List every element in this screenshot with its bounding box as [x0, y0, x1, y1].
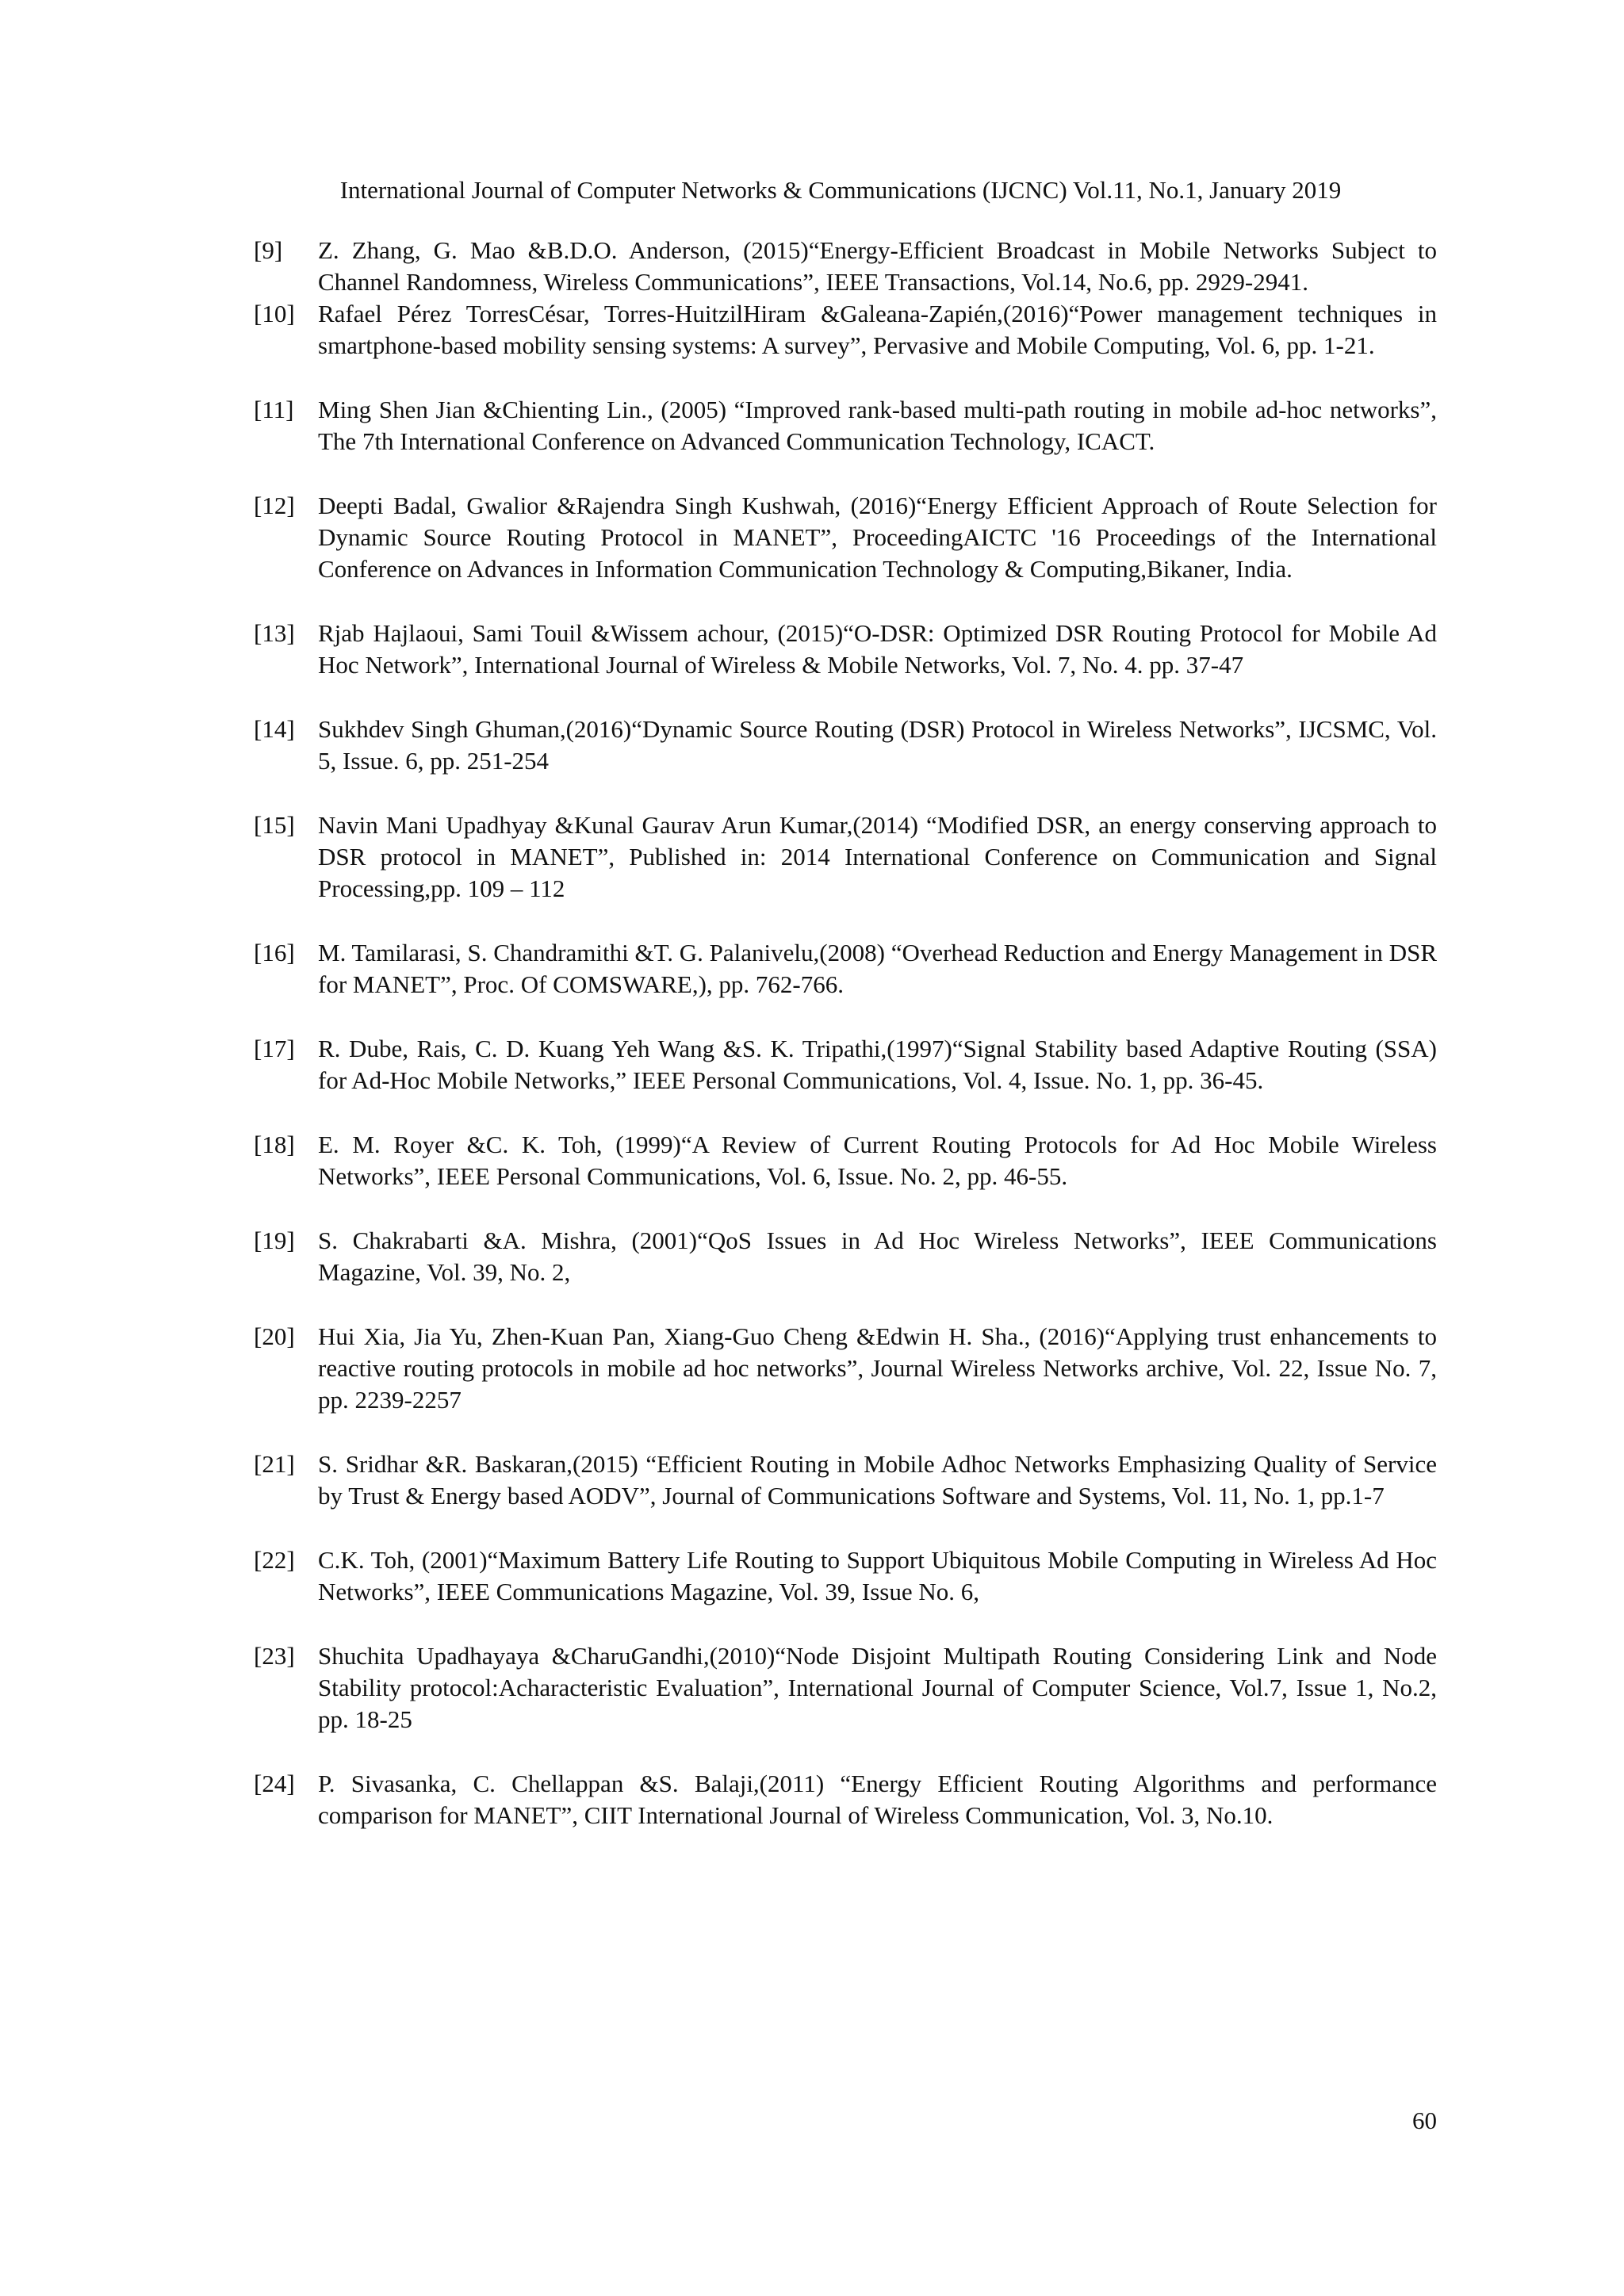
- reference-number: [18]: [254, 1131, 295, 1158]
- reference-number: [16]: [254, 939, 295, 966]
- reference-number: [15]: [254, 811, 295, 839]
- reference-text: C.K. Toh, (2001)“Maximum Battery Life Routing to Support Ubiquitous Mobile Computing in Wireless Ad Hoc Networks”, IEEE Communications Magazine, Vol. 39, Issue No. 6,: [318, 1546, 1437, 1605]
- reference-item-18: [254, 1129, 1437, 1192]
- reference-number: [9]: [254, 236, 283, 264]
- reference-text: S. Chakrabarti &A. Mishra, (2001)“QoS Issues in Ad Hoc Wireless Networks”, IEEE Communications Magazine, Vol. 39, No. 2,: [318, 1226, 1437, 1286]
- reference-item-21: [254, 1448, 1437, 1512]
- reference-number: [14]: [254, 715, 295, 743]
- reference-text: Navin Mani Upadhyay &Kunal Gaurav Arun Kumar,(2014) “Modified DSR, an energy conserving approach to DSR protocol in MANET”, Published in: 2014 International Conference on Communication and Signal Processing,pp. 109 – 112: [318, 811, 1437, 902]
- reference-text: S. Sridhar &R. Baskaran,(2015) “Efficient Routing in Mobile Adhoc Networks Emphasizing Quality of Service by Trust & Energy based AODV”, Journal of Communications Software and Systems, Vol. 11, No. 1, pp.1-7: [318, 1450, 1437, 1510]
- reference-number: [19]: [254, 1226, 295, 1254]
- running-header: International Journal of Computer Networks & Communications (IJCNC) Vol.11, No.1, January 2019: [339, 176, 1342, 204]
- reference-list: [254, 235, 1437, 1831]
- reference-item-22: [254, 1544, 1437, 1608]
- reference-item-9: [254, 235, 1437, 298]
- reference-number: [21]: [254, 1450, 295, 1478]
- reference-number: [13]: [254, 619, 295, 647]
- reference-text: E. M. Royer &C. K. Toh, (1999)“A Review of Current Routing Protocols for Ad Hoc Mobile Wireless Networks”, IEEE Personal Communications, Vol. 6, Issue. No. 2, pp. 46-55.: [318, 1131, 1437, 1190]
- reference-text: Hui Xia, Jia Yu, Zhen-Kuan Pan, Xiang-Guo Cheng &Edwin H. Sha., (2016)“Applying trust enhancements to reactive routing protocols in mobile ad hoc networks”, Journal Wireless Networks archive, Vol. 22, Issue No. 7, pp. 2239-2257: [318, 1322, 1437, 1414]
- reference-item-10: [254, 298, 1437, 362]
- reference-number: [10]: [254, 300, 295, 327]
- reference-text: Z. Zhang, G. Mao &B.D.O. Anderson, (2015)“Energy-Efficient Broadcast in Mobile Networks Subject to Channel Randomness, Wireless Communications”, IEEE Transactions, Vol.14, No.6, pp. 2929-2941.: [318, 236, 1437, 296]
- reference-item-24: [254, 1768, 1437, 1831]
- reference-text: Ming Shen Jian &Chienting Lin., (2005) “Improved rank-based multi-path routing in mobile ad-hoc networks”, The 7th International Conference on Advanced Communication Technology, ICACT.: [318, 396, 1437, 455]
- reference-number: [24]: [254, 1770, 295, 1797]
- reference-text: Rafael Pérez TorresCésar, Torres-HuitzilHiram &Galeana-Zapién,(2016)“Power management techniques in smartphone-based mobility sensing systems: A survey”, Pervasive and Mobile Computing, Vol. 6, pp. 1-21.: [318, 300, 1437, 359]
- reference-number: [12]: [254, 492, 295, 519]
- reference-item-12: [254, 490, 1437, 585]
- reference-text: Deepti Badal, Gwalior &Rajendra Singh Kushwah, (2016)“Energy Efficient Approach of Route Selection for Dynamic Source Routing Protocol in MANET”, ProceedingAICTC '16 Proceedings of the International Conference on Advances in Information Communication Technology & Computing,Bikaner, India.: [318, 492, 1437, 583]
- reference-number: [22]: [254, 1546, 295, 1574]
- reference-number: [20]: [254, 1322, 295, 1350]
- reference-item-19: [254, 1225, 1437, 1288]
- reference-item-16: [254, 937, 1437, 1001]
- reference-text: P. Sivasanka, C. Chellappan &S. Balaji,(2011) “Energy Efficient Routing Algorithms and performance comparison for MANET”, CIIT International Journal of Wireless Communication, Vol. 3, No.10.: [318, 1770, 1437, 1829]
- reference-item-20: [254, 1321, 1437, 1416]
- reference-text: Rjab Hajlaoui, Sami Touil &Wissem achour, (2015)“O-DSR: Optimized DSR Routing Protocol for Mobile Ad Hoc Network”, International Journal of Wireless & Mobile Networks, Vol. 7, No. 4. pp. 37-47: [318, 619, 1437, 679]
- reference-item-17: [254, 1033, 1437, 1096]
- reference-item-14: [254, 714, 1437, 777]
- reference-number: [11]: [254, 396, 294, 423]
- reference-item-11: [254, 394, 1437, 457]
- reference-text: R. Dube, Rais, C. D. Kuang Yeh Wang &S. K. Tripathi,(1997)“Signal Stability based Adaptive Routing (SSA) for Ad-Hoc Mobile Networks,” IEEE Personal Communications, Vol. 4, Issue. No. 1, pp. 36-45.: [318, 1035, 1437, 1094]
- reference-text: M. Tamilarasi, S. Chandramithi &T. G. Palanivelu,(2008) “Overhead Reduction and Energy Management in DSR for MANET”, Proc. Of COMSWARE,), pp. 762-766.: [318, 939, 1437, 998]
- page-number: 60: [1412, 2107, 1437, 2134]
- reference-item-13: [254, 618, 1437, 681]
- reference-number: [17]: [254, 1035, 295, 1062]
- reference-item-23: [254, 1640, 1437, 1735]
- reference-number: [23]: [254, 1642, 295, 1670]
- reference-text: Sukhdev Singh Ghuman,(2016)“Dynamic Source Routing (DSR) Protocol in Wireless Networks”, IJCSMC, Vol. 5, Issue. 6, pp. 251-254: [318, 715, 1437, 775]
- reference-text: Shuchita Upadhayaya &CharuGandhi,(2010)“Node Disjoint Multipath Routing Considering Link and Node Stability protocol:Acharacteristic Evaluation”, International Journal of Computer Science, Vol.7, Issue 1, No.2, pp. 18-25: [318, 1642, 1437, 1733]
- reference-item-15: [254, 809, 1437, 905]
